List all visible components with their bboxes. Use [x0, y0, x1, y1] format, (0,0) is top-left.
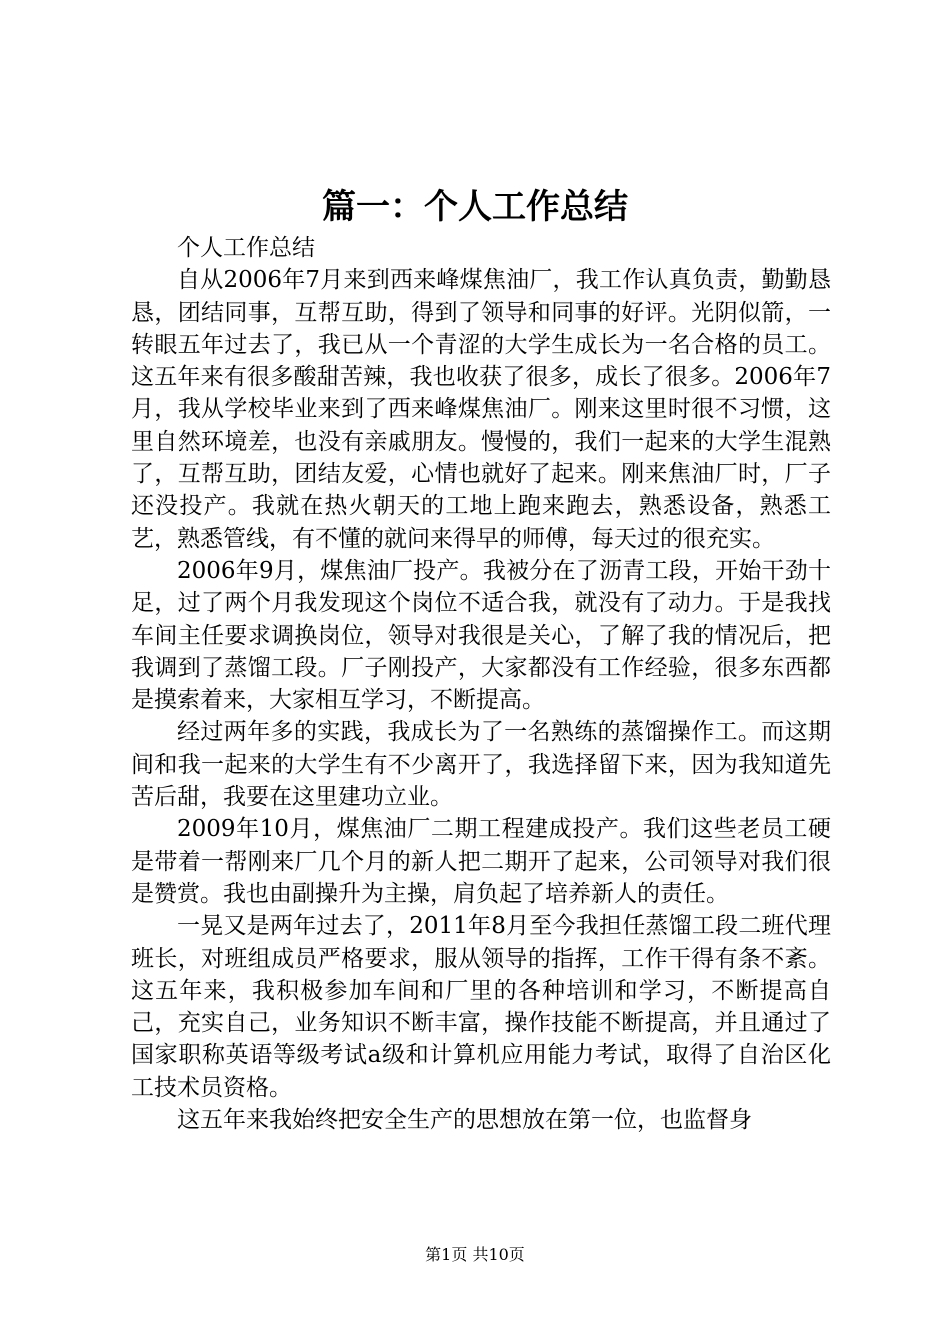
paragraph: 经过两年多的实践，我成长为了一名熟练的蒸馏操作工。而这期间和我一起来的大学生有不少离开了，我选择留下来，因为我知道先苦后甜，我要在这里建功立业。	[131, 719, 831, 811]
paragraph: 自从2006年7月来到西来峰煤焦油厂，我工作认真负责，勤勤恳恳，团结同事，互帮互助，得到了领导和同事的好评。光阴似箭，一转眼五年过去了，我已从一个青涩的大学生成长为一名合格的员工。这五年来有很多酸甜苦辣，我也收获了很多，成长了很多。2006年7月，我从学校毕业来到了西来峰煤焦油厂。刚来这里时很不习惯，这里自然环境差，也没有亲戚朋友。慢慢的，我们一起来的大学生混熟了，互帮互助，团结友爱，心情也就好了起来。刚来焦油厂时，厂子还没投产。我就在热火朝天的工地上跑来跑去，熟悉设备，熟悉工艺，熟悉管线，有不懂的就问来得早的师傅，每天过的很充实。	[131, 267, 831, 552]
paragraph: 一晃又是两年过去了，2011年8月至今我担任蒸馏工段二班代理班长，对班组成员严格要求，服从领导的指挥，工作干得有条不紊。这五年来，我积极参加车间和厂里的各种培训和学习，不断提高自己，充实自己，业务知识不断丰富，操作技能不断提高，并且通过了国家职称英语等级考试a级和计算机应用能力考试，取得了自治区化工技术员资格。	[131, 913, 831, 1101]
paragraph: 这五年来我始终把安全生产的思想放在第一位，也监督身	[177, 1107, 752, 1134]
paragraph: 2009年10月，煤焦油厂二期工程建成投产。我们这些老员工硬是带着一帮刚来厂几个月的新人把二期开了起来，公司领导对我们很是赞赏。我也由副操升为主操，肩负起了培养新人的责任。	[131, 816, 831, 907]
document-body	[131, 232, 831, 1136]
page-number-footer: 第1页 共10页	[425, 1245, 525, 1264]
document-title: 篇一：个人工作总结	[322, 187, 628, 227]
paragraph: 2006年9月，煤焦油厂投产。我被分在了沥青工段，开始干劲十足，过了两个月我发现这个岗位不适合我，就没有了动力。于是我找车间主任要求调换岗位，领导对我很是关心，了解了我的情况后，把我调到了蒸馏工段。厂子刚投产，大家都没有工作经验，很多东西都是摸索着来，大家相互学习，不断提高。	[131, 557, 831, 714]
paragraph-heading: 个人工作总结	[177, 235, 315, 261]
